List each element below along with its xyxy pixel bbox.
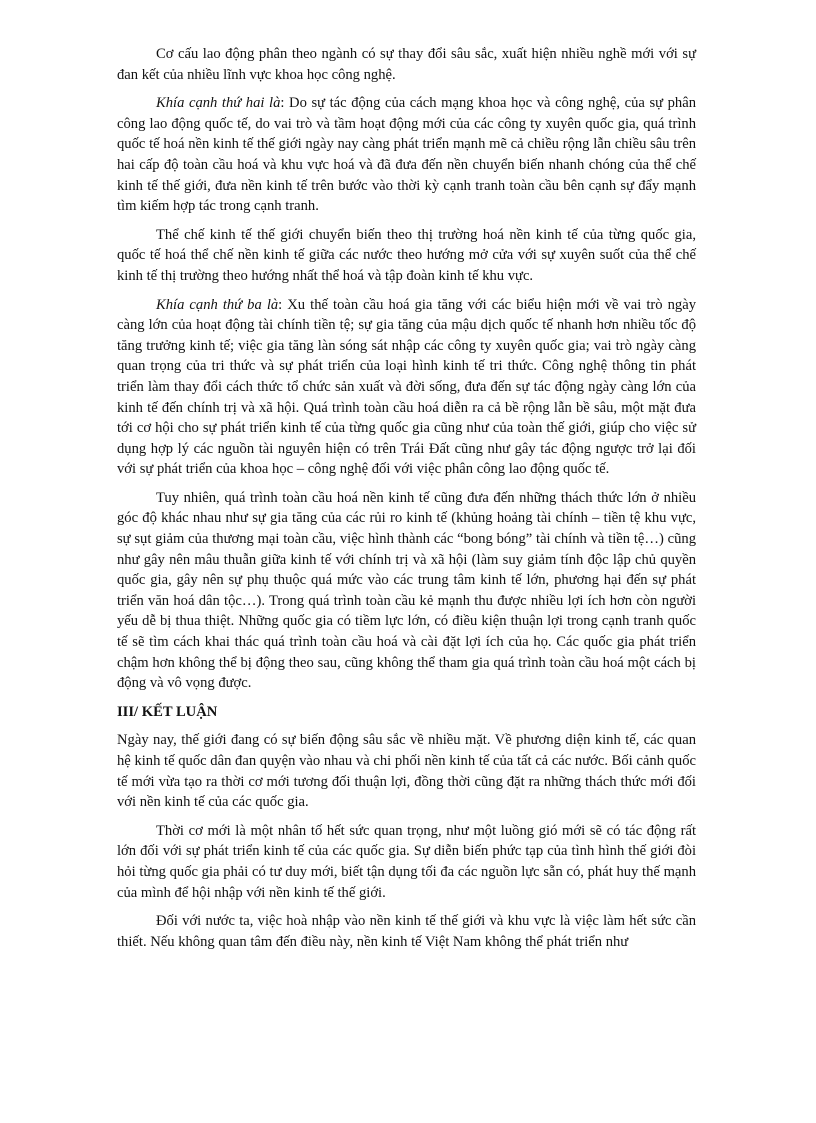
paragraph-conclusion-intro: Ngày nay, thế giới đang có sự biến động sâu sắc về nhiều mặt. Về phương diện kinh tế, các quan hệ kinh tế quốc dân đan quyện vào nhau và chi phối nền kinh tế của tất cả các nước. Bối cảnh quốc tế mới vừa tạo ra thời cơ mới tương đối thuận lợi, đồng thời cũng đặt ra những thách thức mới đối với nền kinh tế của các quốc gia. [117,732,696,811]
paragraph-third-aspect [117,295,696,480]
paragraph-second-aspect [117,93,696,217]
section-heading-conclusion: III/ KẾT LUẬN [117,703,218,720]
paragraph-globalization-challenges: Tuy nhiên, quá trình toàn cầu hoá nền kinh tế cũng đưa đến những thách thức lớn ở nhiều góc độ khác nhau như sự gia tăng của các rủi ro kinh tế (khủng hoảng tài chính – tiền tệ khu vực, sự sụt giảm của thương mại toàn cầu, việc hình thành các “bong bóng” tài chính và tiền tệ…) cũng như gây nên mâu thuẫn giữa kinh tế với chính trị và xã hội (làm suy giảm tính độc lập chủ quyền quốc gia, gây nên sự phụ thuộc quá mức vào các trung tâm kinh tế lớn, phương hại đến sự phát triển văn hoá dân tộc…). Trong quá trình toàn cầu kẻ mạnh thu được nhiều lợi ích hơn còn người yếu dễ bị thua thiệt. Những quốc gia có tiềm lực lớn, có điều kiện thuận lợi trong cạnh tranh quốc tế sẽ tìm cách khai thác quá trình toàn cầu hoá và cài đặt lợi ích của họ. Các quốc gia phát triển chậm hơn không thể bị động theo sau, cũng không thể tham gia quá trình toàn cầu hoá một cách bị động và vô vọng được. [117,489,696,692]
paragraph-new-opportunity: Thời cơ mới là một nhân tố hết sức quan trọng, như một luồng gió mới sẽ có tác động rất lớn đối với sự phát triển kinh tế của các quốc gia. Sự diễn biến phức tạp của tình hình thế giới đòi hỏi từng quốc gia phải có tư duy mới, biết tận dụng tối đa các nguồn lực sẵn có, phát huy thế mạnh của mình để hội nhập với nền kinh tế thế giới. [117,822,696,901]
third-aspect-body: : Xu thế toàn cầu hoá gia tăng với các biểu hiện mới về vai trò ngày càng lớn của hoạt động tài chính tiền tệ; sự gia tăng của mậu dịch quốc tế nhanh hơn nhiều tốc độ tăng trưởng kinh tế; việc gia tăng làn sóng sát nhập các công ty xuyên quốc gia; vai trò ngày càng quan trọng của tri thức và sự phát triển của loại hình kinh tế tri thức. Công nghệ thông tin phát triển làm thay đổi cách thức tổ chức sản xuất và đời sống, đưa đến sự tác động ngày càng lớn của kinh tế đến chính trị và xã hội. Quá trình toàn cầu hoá diễn ra cả bề rộng lẫn bề sâu, một mặt đưa tới cơ hội cho sự phát triển kinh tế của từng quốc gia cũng như của toàn thế giới, giúp cho việc sử dụng hợp lý các nguồn tài nguyên hiện có trên Trái Đất cũng như gây tác động ngược trở lại đối với sự phát triển của khoa học – công nghệ đối với việc phân công lao động quốc tế. [117,296,696,478]
paragraph-labor-structure: Cơ cấu lao động phân theo ngành có sự thay đổi sâu sắc, xuất hiện nhiều nghề mới với sự đan kết của nhiều lĩnh vực khoa học công nghệ. [117,46,696,83]
third-aspect-lead: Khía cạnh thứ ba là [156,296,279,313]
second-aspect-lead: Khía cạnh thứ hai là [156,95,281,112]
paragraph-economic-institution: Thể chế kinh tế thế giới chuyển biến theo thị trường hoá nền kinh tế của từng quốc gia, quốc tế hoá thể chế nền kinh tế giữa các nước theo hướng mở cửa với sự xuyên suốt của thể chế kinh tế thị trường theo hướng nhất thể hoá và tập đoàn kinh tế khu vực. [117,226,696,284]
second-aspect-body: : Do sự tác động của cách mạng khoa học và công nghệ, của sự phân công lao động quốc tế, do vai trò và tầm hoạt động mới của các công ty xuyên quốc gia, quá trình quốc tế hoá nền kinh tế thế giới ngày nay càng phát triển mạnh mẽ cả chiều rộng lẫn chiều sâu trên hai cấp độ toàn cầu hoá và khu vực hoá và đã đưa đến nền chuyển biến nhanh chóng của thể chế kinh tế thế giới, đưa nền kinh tế trên bước vào thời kỳ cạnh tranh toàn cầu bên cạnh sự đẩy mạnh tìm kiếm hợp tác trong cạnh tranh. [117,95,696,215]
document-page [117,44,696,960]
paragraph-vietnam-integration: Đối với nước ta, việc hoà nhập vào nền kinh tế thế giới và khu vực là việc làm hết sức cần thiết. Nếu không quan tâm đến điều này, nền kinh tế Việt Nam không thể phát triển như [117,913,696,950]
